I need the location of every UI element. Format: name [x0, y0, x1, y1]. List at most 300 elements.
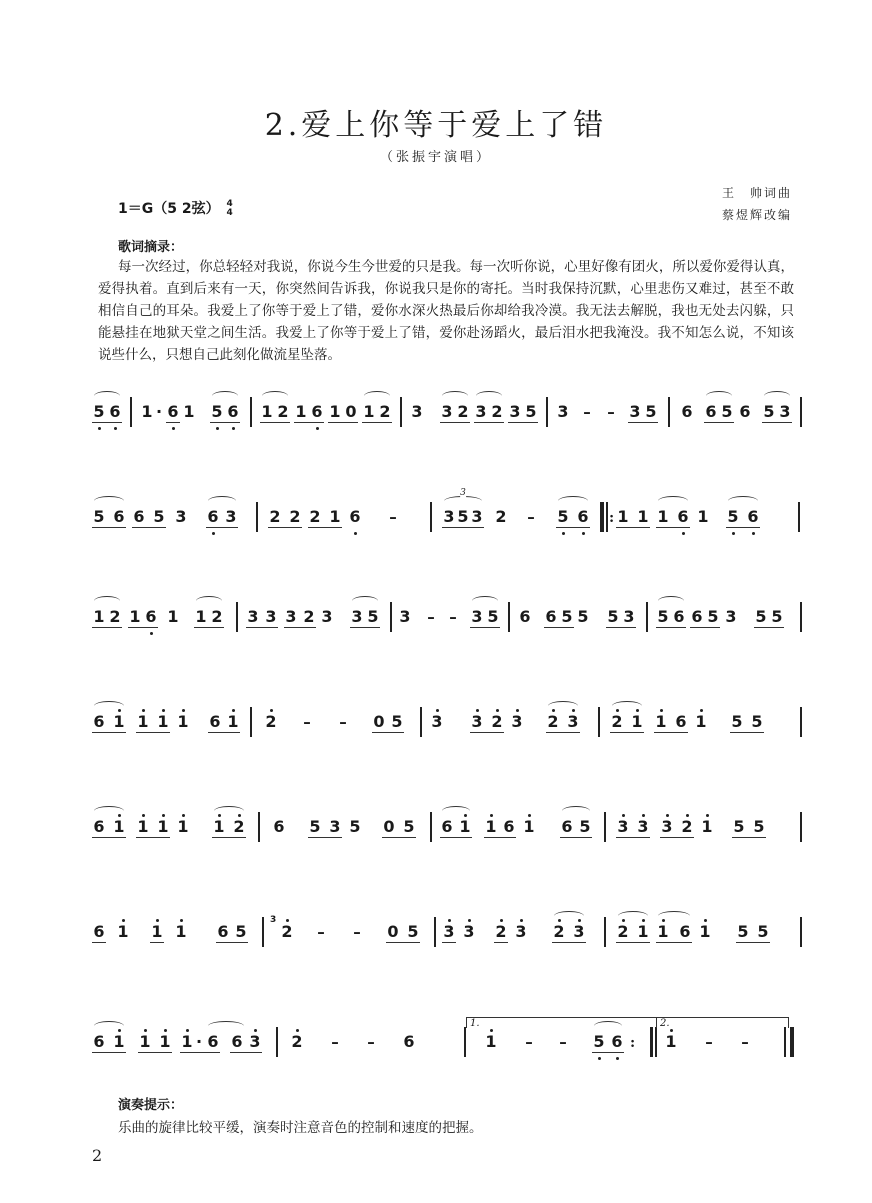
note: 1 — [655, 712, 667, 731]
note: 6 — [145, 607, 157, 626]
note: 1 — [485, 1032, 497, 1051]
note: 3 — [725, 607, 737, 626]
note: 3 — [617, 817, 629, 836]
slur — [94, 806, 124, 816]
bar-line — [256, 502, 258, 532]
note: 5 — [737, 922, 749, 941]
beam-underline — [246, 627, 278, 628]
beam-underline — [556, 527, 590, 528]
note: 2 — [617, 922, 629, 941]
beam-underline — [654, 732, 688, 733]
beam-underline — [440, 837, 472, 838]
note: · — [155, 402, 163, 421]
note: 2 — [109, 607, 121, 626]
note: 3 — [411, 402, 423, 421]
beam-underline — [284, 627, 316, 628]
note: 6 — [311, 402, 323, 421]
note: 6 — [675, 712, 687, 731]
beam-underline — [212, 837, 246, 838]
bar-line — [262, 917, 264, 947]
note: 3 — [557, 402, 569, 421]
bar-line — [606, 502, 608, 532]
bar-line — [434, 917, 436, 947]
note: 3 — [443, 507, 455, 526]
beam-underline — [206, 527, 238, 528]
slur — [196, 596, 222, 606]
note: 0 — [373, 712, 385, 731]
note: 5 — [607, 607, 619, 626]
beam-underline — [138, 1052, 172, 1053]
note: 2 — [553, 922, 565, 941]
note: 1 — [485, 817, 497, 836]
slur — [548, 701, 578, 711]
slur — [706, 391, 732, 401]
note: 5 — [645, 402, 657, 421]
bar-line — [784, 1027, 786, 1057]
note: 5 — [727, 507, 739, 526]
note: 5 — [751, 712, 763, 731]
sustain-dash: – — [583, 403, 591, 421]
beam-underline — [294, 422, 324, 423]
note: 5 — [579, 817, 591, 836]
sustain-dash: – — [303, 713, 311, 731]
note: 6 — [611, 1032, 623, 1051]
note: 6 — [561, 817, 573, 836]
beam-underline — [230, 1052, 262, 1053]
note: 5 — [753, 817, 765, 836]
note: 6 — [403, 1032, 415, 1051]
note: 3 — [321, 607, 333, 626]
note: 6 — [677, 507, 689, 526]
beam-underline — [136, 732, 170, 733]
note: 3 — [573, 922, 585, 941]
volta-bracket: 2. — [656, 1017, 789, 1028]
slur — [472, 596, 498, 606]
note: 1 — [183, 402, 195, 421]
sustain-dash: – — [449, 608, 457, 626]
note: 2 — [495, 922, 507, 941]
note: 2 — [681, 817, 693, 836]
bar-line — [258, 812, 260, 842]
performance-tips-text: 乐曲的旋律比较平缓，演奏时注意音色的控制和速度的把握。 — [118, 1120, 483, 1136]
slur — [594, 1021, 622, 1031]
slur — [94, 701, 124, 711]
bar-line — [668, 397, 670, 427]
lyrics-heading: 歌词摘录： — [118, 240, 184, 255]
note: 2 — [457, 402, 469, 421]
note: 3 — [623, 607, 635, 626]
note: 3 — [285, 607, 297, 626]
note: 1 — [137, 712, 149, 731]
note: 1 — [141, 402, 153, 421]
note: 3 — [567, 712, 579, 731]
note: 1 — [699, 922, 711, 941]
note: 5 — [153, 507, 165, 526]
beam-underline — [544, 627, 574, 628]
note: 1 — [295, 402, 307, 421]
bar-line — [798, 502, 800, 532]
bar-line — [236, 602, 238, 632]
note: 3 — [399, 607, 411, 626]
note: 1 — [157, 817, 169, 836]
beam-underline — [656, 942, 692, 943]
slur — [212, 391, 238, 401]
slur — [442, 806, 470, 816]
beam-underline — [372, 732, 404, 733]
beam-underline — [210, 422, 240, 423]
beam-underline — [92, 1052, 126, 1053]
beam-underline — [128, 627, 158, 628]
note: · — [195, 1032, 203, 1051]
note: 1 — [637, 922, 649, 941]
beam-underline — [616, 837, 650, 838]
slur — [208, 496, 236, 506]
note: 5 — [525, 402, 537, 421]
beam-underline — [656, 627, 686, 628]
beam-underline — [308, 527, 342, 528]
note: 6 — [93, 1032, 105, 1051]
slur — [658, 596, 684, 606]
bar-line — [250, 707, 252, 737]
credits — [722, 182, 792, 226]
note: 3 — [511, 712, 523, 731]
bar-line — [508, 602, 510, 632]
page-number: 2 — [92, 1146, 103, 1165]
note: 1 — [151, 922, 163, 941]
note: 1 — [617, 507, 629, 526]
note: 2 — [277, 402, 289, 421]
bar-line — [604, 917, 606, 947]
beam-underline — [730, 732, 764, 733]
note: 3 — [471, 607, 483, 626]
note: 3 — [329, 817, 341, 836]
note: 5 — [487, 607, 499, 626]
beam-underline — [92, 732, 126, 733]
note: 1 — [195, 607, 207, 626]
sustain-dash: – — [353, 923, 361, 941]
beam-underline — [194, 627, 224, 628]
note: 1 — [697, 507, 709, 526]
note: 2 — [289, 507, 301, 526]
note: 3 — [431, 712, 443, 731]
score-line — [90, 600, 800, 650]
note: 3 — [265, 607, 277, 626]
note: 3 — [351, 607, 363, 626]
beam-underline — [92, 837, 126, 838]
note: 5 — [733, 817, 745, 836]
slur — [562, 806, 590, 816]
triplet-mark: 3 — [460, 488, 466, 498]
note: 3 — [629, 402, 641, 421]
note: 3 — [471, 712, 483, 731]
sustain-dash: – — [559, 1033, 567, 1051]
note: 6 — [207, 507, 219, 526]
note: 6 — [207, 1032, 219, 1051]
lyrics-text: 每一次经过，你总轻轻对我说，你说今生今世爱的只是我。每一次听你说，心里好像有团火，所以爱你爱得认真，爱得执着。直到后来有一天，你突然间告诉我，你说我只是你的寄托。当时我保持沉默，心里悲伤又难过，甚至不敢相信自己的耳朵。我爱上了你等于爱上了错，爱你水深火热最后你却给我冷漠。我无法去解脱，我也无处去闪躲，只能悬挂在地狱天堂之间生活。我爱上了你等于爱上了错，爱你赴汤蹈火，最后泪水把我淹没。我不知怎么说，不知该说些什么，只想自己此刻化做流星坠落。 — [98, 259, 794, 363]
note: 5 — [593, 1032, 605, 1051]
bar-line — [400, 397, 402, 427]
note: 6 — [503, 817, 515, 836]
bar-line — [800, 917, 802, 947]
bar-line — [250, 397, 252, 427]
note: 5 — [407, 922, 419, 941]
note: 3 — [471, 507, 483, 526]
note: 1 — [137, 817, 149, 836]
note: 5 — [731, 712, 743, 731]
note: 5 — [721, 402, 733, 421]
bar-line — [646, 602, 648, 632]
note: 1 — [157, 712, 169, 731]
time-signature: 4 4 — [226, 199, 233, 218]
sustain-dash: – — [331, 1033, 339, 1051]
sustain-dash: – — [741, 1033, 749, 1051]
beam-underline — [150, 942, 164, 943]
note: 3 — [475, 402, 487, 421]
note: 1 — [113, 712, 125, 731]
beam-underline — [136, 837, 170, 838]
note: 3 — [247, 607, 259, 626]
slur — [764, 391, 790, 401]
note: 1 — [139, 1032, 151, 1051]
note: 1 — [637, 507, 649, 526]
bar-line — [604, 812, 606, 842]
note: 3 — [249, 1032, 261, 1051]
slur — [442, 391, 468, 401]
beam-underline — [92, 627, 122, 628]
bar-line — [800, 707, 802, 737]
slur — [444, 488, 482, 506]
bar-line — [420, 707, 422, 737]
beam-underline — [362, 422, 392, 423]
singer-credit: （张振宇演唱） — [379, 150, 492, 165]
note: 0 — [383, 817, 395, 836]
note: 2 — [265, 712, 277, 731]
bar-line — [800, 812, 802, 842]
note: 6 — [519, 607, 531, 626]
note: 2 — [491, 402, 503, 421]
arranger: 蔡煜辉改编 — [721, 208, 792, 222]
note: 5 — [707, 607, 719, 626]
note: 5 — [557, 507, 569, 526]
beam-underline — [494, 942, 508, 943]
beam-underline — [386, 942, 420, 943]
slur — [352, 596, 378, 606]
note: 6 — [109, 402, 121, 421]
note: 1 — [329, 402, 341, 421]
beam-underline — [328, 422, 358, 423]
note: 5 — [235, 922, 247, 941]
beam-underline — [660, 837, 694, 838]
bar-line — [800, 602, 802, 632]
note: 6 — [227, 402, 239, 421]
note: 2 — [547, 712, 559, 731]
note: 6 — [133, 507, 145, 526]
note: 6 — [673, 607, 685, 626]
beam-underline — [508, 422, 538, 423]
slur — [558, 496, 588, 506]
note: 3 — [779, 402, 791, 421]
note: 5 — [403, 817, 415, 836]
slur — [94, 1021, 124, 1031]
bar-line — [600, 502, 604, 532]
performance-tips-heading: 演奏提示： — [118, 1098, 184, 1113]
note: 2 — [303, 607, 315, 626]
note: 6 — [93, 922, 105, 941]
note: 2 — [211, 607, 223, 626]
beam-underline — [726, 527, 760, 528]
note: 3 — [441, 402, 453, 421]
note: 3 — [463, 922, 475, 941]
slur — [94, 391, 120, 401]
note: 3 — [637, 817, 649, 836]
beam-underline — [308, 837, 342, 838]
bar-line — [430, 812, 432, 842]
note: 1 — [213, 817, 225, 836]
note: 0 — [387, 922, 399, 941]
beam-underline — [474, 422, 504, 423]
note: 3 — [443, 922, 455, 941]
note: 6 — [167, 402, 179, 421]
bar-line — [650, 1027, 653, 1057]
note: 2 — [379, 402, 391, 421]
note: 5 — [349, 817, 361, 836]
beam-underline — [440, 422, 470, 423]
slur — [658, 911, 690, 921]
note: 1 — [695, 712, 707, 731]
beam-underline — [560, 837, 592, 838]
key-text: 1＝G（5 2弦） — [118, 201, 220, 217]
note: 3 — [175, 507, 187, 526]
note: 5 — [757, 922, 769, 941]
note: 5 — [657, 607, 669, 626]
note: 6 — [273, 817, 285, 836]
sustain-dash: – — [527, 508, 535, 526]
beam-underline — [484, 837, 516, 838]
slur — [658, 496, 688, 506]
note: 0 — [345, 402, 357, 421]
note: 1 — [523, 817, 535, 836]
note: 1 — [113, 1032, 125, 1051]
note: 1 — [175, 922, 187, 941]
note: 1 — [181, 1032, 193, 1051]
song-title: 2.爱上你等于爱上了错 — [264, 108, 608, 143]
beam-underline — [442, 942, 456, 943]
sustain-dash: – — [525, 1033, 533, 1051]
slur — [476, 391, 502, 401]
beam-underline — [92, 527, 126, 528]
note: 1 — [363, 402, 375, 421]
slur — [94, 496, 124, 506]
beam-underline — [610, 732, 644, 733]
beam-underline — [736, 942, 770, 943]
bar-line — [390, 602, 392, 632]
note: 6 — [577, 507, 589, 526]
note: 1 — [177, 712, 189, 731]
sustain-dash: – — [339, 713, 347, 731]
beam-underline — [216, 942, 248, 943]
beam-underline — [616, 527, 650, 528]
note: 5 — [755, 607, 767, 626]
beam-underline — [606, 627, 636, 628]
note: 3 — [661, 817, 673, 836]
beam-underline — [208, 732, 240, 733]
beam-underline — [690, 627, 720, 628]
beam-underline — [656, 527, 690, 528]
note: 1 — [227, 712, 239, 731]
beam-underline — [762, 422, 792, 423]
note: 6 — [217, 922, 229, 941]
slur — [554, 911, 584, 921]
volta-bracket: 1. — [466, 1017, 657, 1028]
note: 2 — [281, 922, 293, 941]
note: 5 — [309, 817, 321, 836]
note: 6 — [747, 507, 759, 526]
slur — [94, 596, 120, 606]
sustain-dash: – — [389, 508, 397, 526]
note: 6 — [705, 402, 717, 421]
beam-underline — [592, 1052, 624, 1053]
note: 2 — [309, 507, 321, 526]
note: 6 — [231, 1032, 243, 1051]
note: 1 — [701, 817, 713, 836]
beam-underline — [546, 732, 580, 733]
note: 6 — [93, 712, 105, 731]
bar-line — [430, 502, 432, 532]
score-line — [90, 915, 800, 965]
beam-underline — [180, 1052, 220, 1053]
score-line — [90, 395, 800, 445]
bar-line — [546, 397, 548, 427]
note: 1 — [631, 712, 643, 731]
beam-underline — [552, 942, 586, 943]
beam-underline — [616, 942, 650, 943]
sustain-dash: – — [705, 1033, 713, 1051]
score-line — [90, 810, 800, 860]
beam-underline — [754, 627, 784, 628]
slur — [728, 496, 758, 506]
score-line — [90, 488, 800, 550]
note: 5 — [367, 607, 379, 626]
note: 6 — [93, 817, 105, 836]
beam-underline — [704, 422, 734, 423]
sustain-dash: – — [367, 1033, 375, 1051]
key-signature — [118, 198, 233, 218]
beam-underline — [92, 942, 106, 943]
note: 1 — [113, 817, 125, 836]
grace-note: 3 — [270, 915, 277, 925]
note: 3 — [225, 507, 237, 526]
score-line — [90, 705, 800, 755]
beam-underline — [166, 422, 180, 423]
note: 6 — [349, 507, 361, 526]
beam-underline — [268, 527, 302, 528]
note: 5 — [391, 712, 403, 731]
note: 1 — [177, 817, 189, 836]
bar-line — [130, 397, 132, 427]
note: 3 — [509, 402, 521, 421]
note: 6 — [681, 402, 693, 421]
note: 2 — [495, 507, 507, 526]
note: 6 — [679, 922, 691, 941]
sustain-dash: – — [317, 923, 325, 941]
note: 6 — [209, 712, 221, 731]
note: 1 — [261, 402, 273, 421]
bar-line — [800, 397, 802, 427]
slur — [364, 391, 390, 401]
note: 1 — [129, 607, 141, 626]
note: 1 — [657, 922, 669, 941]
repeat-sign: : — [609, 510, 615, 526]
